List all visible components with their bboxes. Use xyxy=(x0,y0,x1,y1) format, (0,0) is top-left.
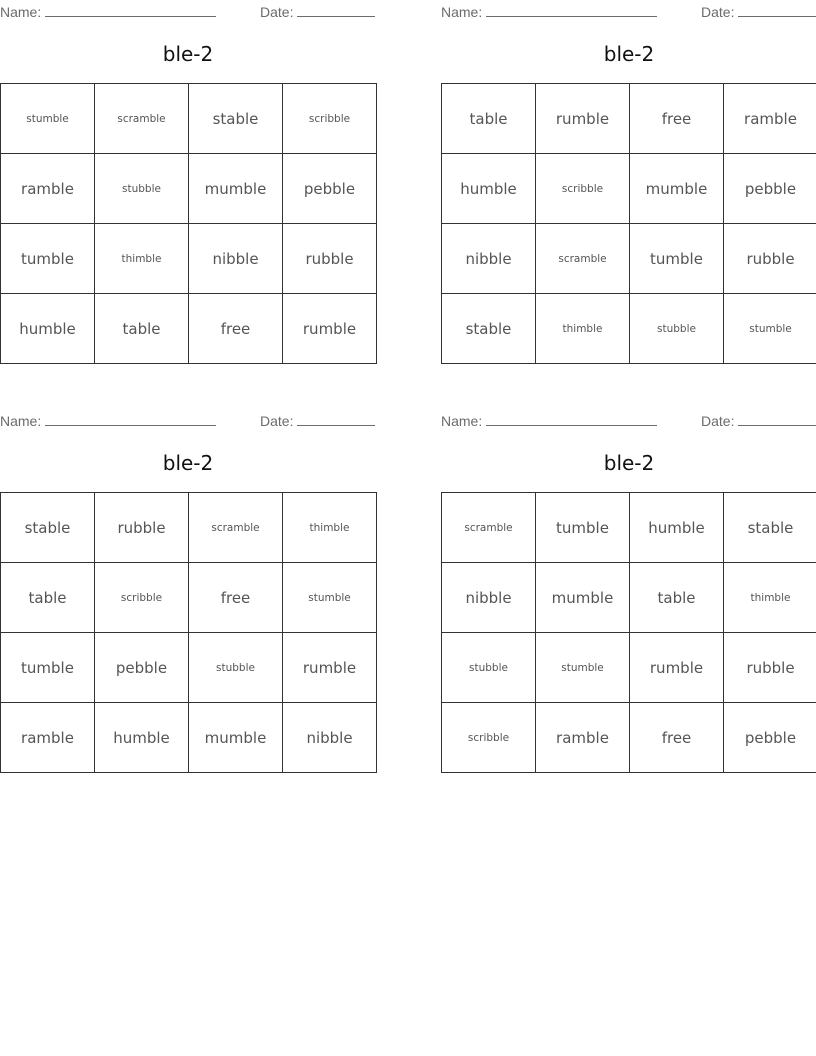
date-field xyxy=(260,411,375,429)
date-field xyxy=(260,2,375,20)
name-field xyxy=(441,411,657,429)
grid-cell: table xyxy=(442,84,536,154)
grid-cell: scramble xyxy=(95,84,189,154)
grid-cell: mumble xyxy=(536,563,630,633)
grid-cell: rumble xyxy=(536,84,630,154)
grid-row xyxy=(442,633,816,703)
grid-cell: stubble xyxy=(95,154,189,224)
grid-cell: humble xyxy=(1,294,95,364)
grid-cell: stubble xyxy=(189,633,283,703)
grid-cell: stumble xyxy=(536,633,630,703)
grid-row xyxy=(1,294,377,364)
name-label: Name: xyxy=(0,413,42,429)
grid-cell: tumble xyxy=(1,224,95,294)
grid-cell: stable xyxy=(1,493,95,563)
grid-cell: pebble xyxy=(724,703,816,773)
name-blank-line xyxy=(45,2,216,17)
grid-cell: scramble xyxy=(442,493,536,563)
grid-cell: rubble xyxy=(724,224,816,294)
grid-cell: rumble xyxy=(630,633,724,703)
grid-cell: tumble xyxy=(630,224,724,294)
grid-cell: scribble xyxy=(536,154,630,224)
grid-cell: humble xyxy=(630,493,724,563)
grid-cell: rubble xyxy=(724,633,816,703)
grid-cell: stumble xyxy=(724,294,816,364)
grid-cell: thimble xyxy=(724,563,816,633)
name-field xyxy=(441,2,657,20)
grid-cell: stubble xyxy=(442,633,536,703)
card-title: ble-2 xyxy=(603,42,655,66)
grid-cell: nibble xyxy=(442,224,536,294)
grid-cell: rubble xyxy=(95,493,189,563)
bingo-grid xyxy=(0,492,377,773)
grid-cell: free xyxy=(630,84,724,154)
date-field xyxy=(701,2,816,20)
grid-cell: table xyxy=(630,563,724,633)
grid-cell: scramble xyxy=(536,224,630,294)
name-label: Name: xyxy=(0,4,42,20)
date-label: Date: xyxy=(701,4,735,20)
date-field xyxy=(701,411,816,429)
grid-cell: nibble xyxy=(189,224,283,294)
name-date-row xyxy=(441,2,816,20)
grid-cell: scribble xyxy=(95,563,189,633)
grid-row xyxy=(442,224,816,294)
grid-row xyxy=(1,703,377,773)
grid-row xyxy=(442,294,816,364)
grid-row xyxy=(442,84,816,154)
name-blank-line xyxy=(486,411,657,426)
name-label: Name: xyxy=(441,4,483,20)
grid-row xyxy=(442,563,816,633)
name-label: Name: xyxy=(441,413,483,429)
date-blank-line xyxy=(738,2,816,17)
name-blank-line xyxy=(486,2,657,17)
grid-cell: stable xyxy=(724,493,816,563)
grid-cell: thimble xyxy=(95,224,189,294)
date-blank-line xyxy=(738,411,816,426)
grid-row xyxy=(442,154,816,224)
grid-cell: stable xyxy=(442,294,536,364)
grid-cell: ramble xyxy=(1,703,95,773)
grid-cell: scribble xyxy=(283,84,377,154)
grid-cell: thimble xyxy=(283,493,377,563)
grid-row xyxy=(1,154,377,224)
grid-cell: ramble xyxy=(1,154,95,224)
date-label: Date: xyxy=(260,413,294,429)
grid-cell: thimble xyxy=(536,294,630,364)
grid-row xyxy=(1,84,377,154)
grid-row xyxy=(1,224,377,294)
grid-cell: stumble xyxy=(1,84,95,154)
bingo-grid xyxy=(441,83,816,364)
name-field xyxy=(0,2,216,20)
grid-cell: stable xyxy=(189,84,283,154)
grid-row xyxy=(1,633,377,703)
grid-cell: free xyxy=(630,703,724,773)
bingo-grid xyxy=(0,83,377,364)
card-title: ble-2 xyxy=(162,42,214,66)
grid-row xyxy=(1,493,377,563)
grid-row xyxy=(1,563,377,633)
name-date-row xyxy=(0,2,376,20)
grid-cell: pebble xyxy=(283,154,377,224)
grid-cell: stubble xyxy=(630,294,724,364)
grid-cell: mumble xyxy=(189,703,283,773)
grid-cell: stumble xyxy=(283,563,377,633)
grid-row xyxy=(442,493,816,563)
grid-cell: table xyxy=(1,563,95,633)
name-blank-line xyxy=(45,411,216,426)
date-blank-line xyxy=(297,2,375,17)
date-label: Date: xyxy=(701,413,735,429)
card-title: ble-2 xyxy=(162,451,214,475)
grid-cell: ramble xyxy=(536,703,630,773)
grid-cell: free xyxy=(189,563,283,633)
grid-cell: rubble xyxy=(283,224,377,294)
grid-cell: ramble xyxy=(724,84,816,154)
name-field xyxy=(0,411,216,429)
bingo-grid xyxy=(441,492,816,773)
grid-cell: table xyxy=(95,294,189,364)
grid-cell: tumble xyxy=(536,493,630,563)
grid-cell: nibble xyxy=(283,703,377,773)
name-date-row xyxy=(441,411,816,429)
grid-cell: rumble xyxy=(283,294,377,364)
grid-cell: tumble xyxy=(1,633,95,703)
card-title: ble-2 xyxy=(603,451,655,475)
grid-cell: scribble xyxy=(442,703,536,773)
grid-cell: nibble xyxy=(442,563,536,633)
grid-cell: mumble xyxy=(630,154,724,224)
grid-cell: free xyxy=(189,294,283,364)
grid-cell: rumble xyxy=(283,633,377,703)
date-blank-line xyxy=(297,411,375,426)
grid-cell: scramble xyxy=(189,493,283,563)
grid-cell: mumble xyxy=(189,154,283,224)
grid-cell: humble xyxy=(95,703,189,773)
grid-row xyxy=(442,703,816,773)
name-date-row xyxy=(0,411,376,429)
grid-cell: pebble xyxy=(95,633,189,703)
date-label: Date: xyxy=(260,4,294,20)
grid-cell: pebble xyxy=(724,154,816,224)
grid-cell: humble xyxy=(442,154,536,224)
